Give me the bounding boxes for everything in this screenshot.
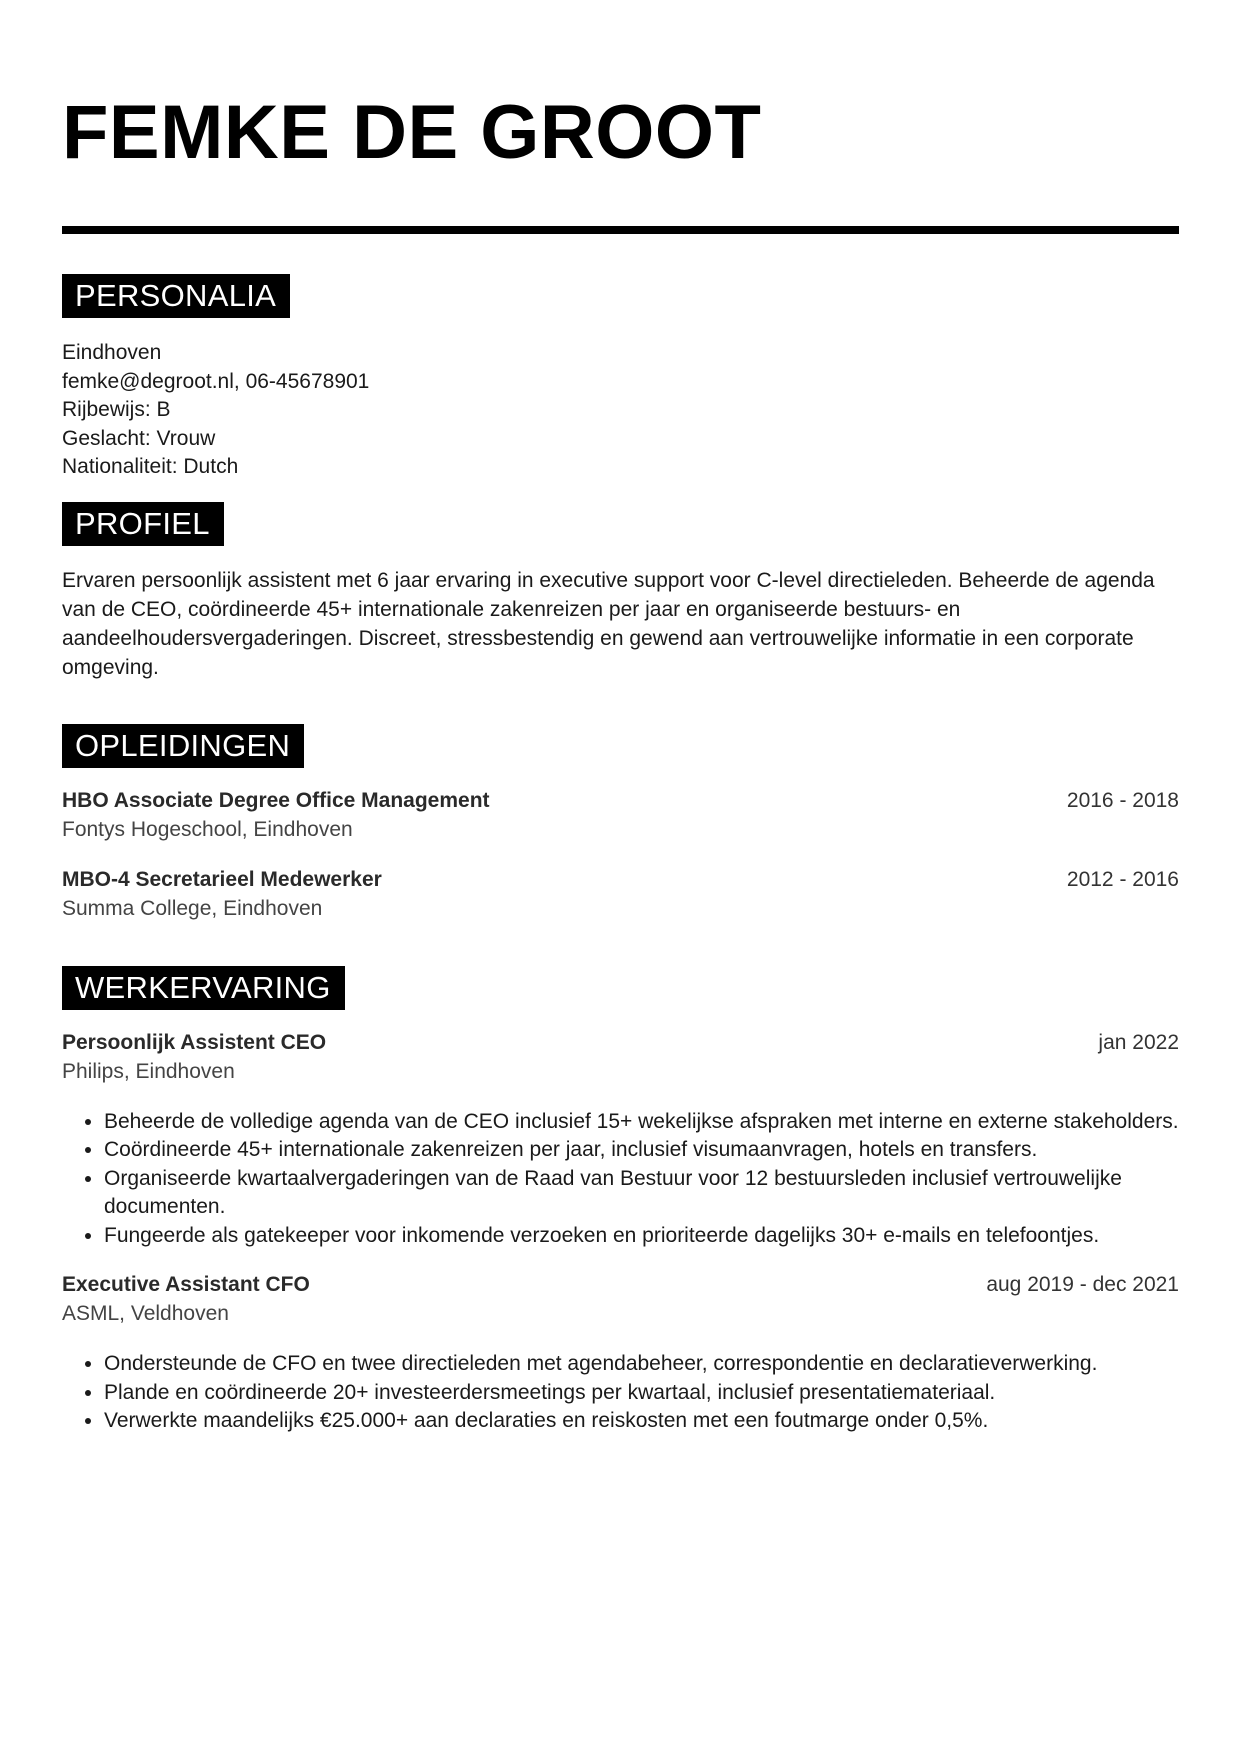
personalia-license: Rijbewijs: B [62,398,171,421]
job-period: jan 2022 [1098,1030,1179,1054]
education-school: Fontys Hogeschool, Eindhoven [62,817,353,841]
education-period: 2012 - 2016 [1066,867,1179,891]
achievement-item: • Ondersteunde de CFO en twee directieleden met agendabeheer, correspondentie en declaratieverwerking. [104,1350,1179,1379]
achievement-item: • Coördineerde 45+ internationale zakenreizen per jaar, inclusief visumaanvragen, hotels en transfers. [104,1136,1179,1165]
work-item [62,1270,1179,1436]
personalia-contact: femke@degroot.nl, 06-45678901 [62,369,370,393]
work-item-header [62,1028,1179,1057]
achievement-item: • Verwerkte maandelijks €25.000+ aan declaraties en reiskosten met een foutmarge onder 0,5%. [104,1407,1179,1436]
job-achievements [62,1108,1179,1251]
achievement-item: • Organiseerde kwartaalvergaderingen van de Raad van Bestuur voor 12 bestuursleden inclusief vertrouwelijke documenten. [104,1165,1179,1222]
achievement-item: • Fungeerde als gatekeeper voor inkomende verzoeken en prioriteerde dagelijks 30+ e-mails en telefoontjes. [104,1222,1179,1251]
job-achievements [62,1350,1179,1436]
work-experience-list [62,1028,1179,1436]
education-degree: HBO Associate Degree Office Management [62,788,490,812]
education-list [62,786,1179,923]
education-item [62,865,1179,923]
education-item-header [62,865,1179,894]
personalia-details [62,339,1179,482]
job-period: aug 2019 - dec 2021 [986,1273,1179,1296]
section-title-profiel: PROFIEL [62,502,224,546]
achievement-item: • Beheerde de volledige agenda van de CEO inclusief 15+ wekelijkse afspraken met interne en externe stakeholders. [104,1108,1179,1137]
section-title-werkervaring: WERKERVARING [62,966,345,1010]
header-divider [62,226,1179,234]
job-company: Philips, Eindhoven [62,1059,235,1083]
job-title: Persoonlijk Assistent CEO [62,1030,327,1054]
personalia-nationality: Nationaliteit: Dutch [62,455,239,478]
education-school: Summa College, Eindhoven [62,896,323,920]
education-degree: MBO-4 Secretarieel Medewerker [62,867,382,891]
education-period: 2016 - 2018 [1066,788,1179,812]
profile-summary: Ervaren persoonlijk assistent met 6 jaar ervaring in executive support voor C-level directieleden. Beheerde de agenda van de CEO, coördineerde 45+ internationale zakenreizen per jaar en organiseerde bestuurs- en aandeelhoudersvergaderingen. Discreet, stressbestendig en gewend aan vertrouwelijke informatie in een corporate omgeving. [62,568,1155,679]
section-title-personalia: PERSONALIA [62,274,290,318]
job-company: ASML, Veldhoven [62,1302,229,1325]
education-item [62,786,1179,844]
education-item-header [62,786,1179,815]
achievement-item: • Plande en coördineerde 20+ investeerdersmeetings per kwartaal, inclusief presentatiemateriaal. [104,1379,1179,1408]
candidate-name: FEMKE DE GROOT [62,90,762,175]
personalia-city: Eindhoven [62,341,162,364]
job-title: Executive Assistant CFO [62,1273,310,1296]
work-item-header [62,1270,1179,1299]
personalia-gender: Geslacht: Vrouw [62,426,216,450]
section-title-opleidingen: OPLEIDINGEN [62,724,304,768]
work-item [62,1028,1179,1251]
